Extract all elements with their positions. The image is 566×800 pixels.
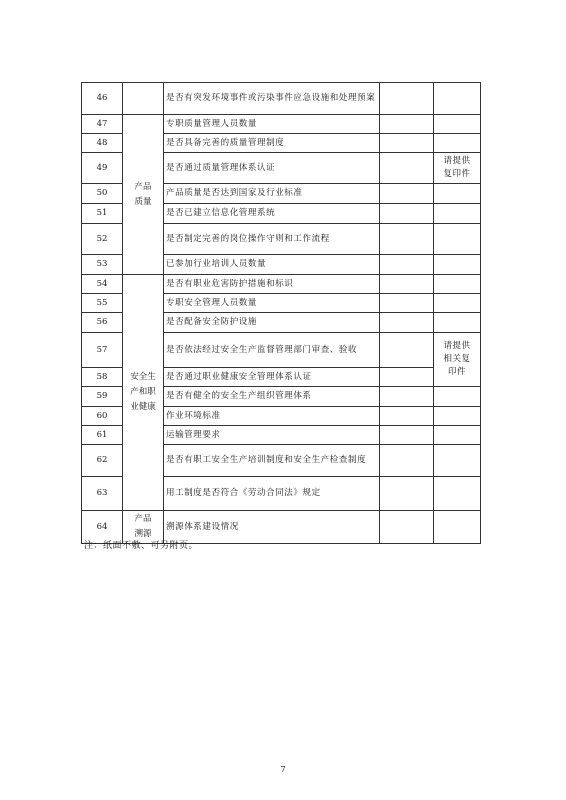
answer-cell	[380, 368, 434, 387]
item-text: 已参加行业培训人员数量	[164, 255, 380, 275]
item-text: 是否有突发环境事件或污染事件应急设施和处理预案	[164, 83, 380, 115]
item-text: 是否通过职业健康安全管理体系认证	[164, 368, 380, 387]
answer-cell	[380, 294, 434, 313]
note-cell	[434, 153, 481, 184]
row-number: 64	[82, 511, 123, 544]
item-text: 是否配备安全防护设施	[164, 313, 380, 333]
row-number: 58	[82, 368, 123, 387]
answer-cell	[380, 275, 434, 294]
item-text: 是否已建立信息化管理系统	[164, 204, 380, 224]
note-cell	[434, 115, 481, 134]
note-cell	[434, 255, 481, 275]
answer-cell	[380, 477, 434, 511]
item-text: 运输管理要求	[164, 426, 380, 445]
row-number: 49	[82, 153, 123, 184]
answer-cell	[380, 333, 434, 368]
row-number: 61	[82, 426, 123, 445]
item-text: 溯源体系建设情况	[164, 511, 380, 544]
row-number: 56	[82, 313, 123, 333]
evaluation-table	[81, 82, 481, 544]
row-number: 59	[82, 387, 123, 407]
item-text: 是否依法经过安全生产监督管理部门审查、验收	[164, 333, 380, 368]
answer-cell	[380, 255, 434, 275]
answer-cell	[380, 134, 434, 153]
row-number: 51	[82, 204, 123, 224]
row-number: 50	[82, 184, 123, 204]
row-number: 47	[82, 115, 123, 134]
table-row	[82, 275, 481, 294]
note-cell	[434, 426, 481, 445]
category-cell-empty	[123, 83, 164, 115]
note-text: 请提供 复印件	[443, 156, 471, 179]
note-cell	[434, 294, 481, 313]
note-cell	[434, 83, 481, 115]
note-cell	[434, 445, 481, 477]
item-text: 是否有职工安全生产培训制度和安全生产检查制度	[164, 445, 380, 477]
answer-cell	[380, 115, 434, 134]
note-cell	[434, 224, 481, 255]
category-product-quality	[123, 115, 164, 275]
answer-cell	[380, 204, 434, 224]
item-text: 专职质量管理人员数量	[164, 115, 380, 134]
answer-cell	[380, 387, 434, 407]
row-number: 48	[82, 134, 123, 153]
item-text: 产品质量是否达到国家及行业标准	[164, 184, 380, 204]
row-number: 55	[82, 294, 123, 313]
category-label: 产品 质量	[134, 181, 152, 207]
row-number: 53	[82, 255, 123, 275]
category-safety-health	[123, 275, 164, 511]
page-number: 7	[280, 765, 286, 774]
row-number: 60	[82, 407, 123, 426]
note-text: 请提供 相关复 印件	[443, 341, 471, 377]
row-number: 62	[82, 445, 123, 477]
answer-cell	[380, 83, 434, 115]
item-text: 是否制定完善的岗位操作守则和工作流程	[164, 224, 380, 255]
answer-cell	[380, 511, 434, 544]
note-cell	[434, 477, 481, 511]
category-label: 产品 溯源	[134, 514, 152, 539]
row-number: 57	[82, 333, 123, 368]
footnote: 注：纸面不敷、可另附页。	[84, 541, 199, 551]
answer-cell	[380, 184, 434, 204]
row-number: 54	[82, 275, 123, 294]
note-cell	[434, 511, 481, 544]
item-text: 是否通过质量管理体系认证	[164, 153, 380, 184]
note-cell	[434, 333, 481, 387]
table-row	[82, 83, 481, 115]
note-cell	[434, 184, 481, 204]
row-number: 46	[82, 83, 123, 115]
answer-cell	[380, 445, 434, 477]
item-text: 是否具备完善的质量管理制度	[164, 134, 380, 153]
table-row	[82, 115, 481, 134]
item-text: 是否有健全的安全生产组织管理体系	[164, 387, 380, 407]
answer-cell	[380, 426, 434, 445]
answer-cell	[380, 407, 434, 426]
note-cell	[434, 313, 481, 333]
category-label: 安全生 产和职 业健康	[130, 372, 156, 412]
note-cell	[434, 275, 481, 294]
answer-cell	[380, 313, 434, 333]
note-cell	[434, 407, 481, 426]
item-text: 用工制度是否符合《劳动合同法》规定	[164, 477, 380, 511]
answer-cell	[380, 224, 434, 255]
item-text: 作业环境标准	[164, 407, 380, 426]
note-cell	[434, 134, 481, 153]
row-number: 63	[82, 477, 123, 511]
item-text: 是否有职业危害防护措施和标识	[164, 275, 380, 294]
item-text: 专职安全管理人员数量	[164, 294, 380, 313]
note-cell	[434, 387, 481, 407]
note-cell	[434, 204, 481, 224]
row-number: 52	[82, 224, 123, 255]
answer-cell	[380, 153, 434, 184]
